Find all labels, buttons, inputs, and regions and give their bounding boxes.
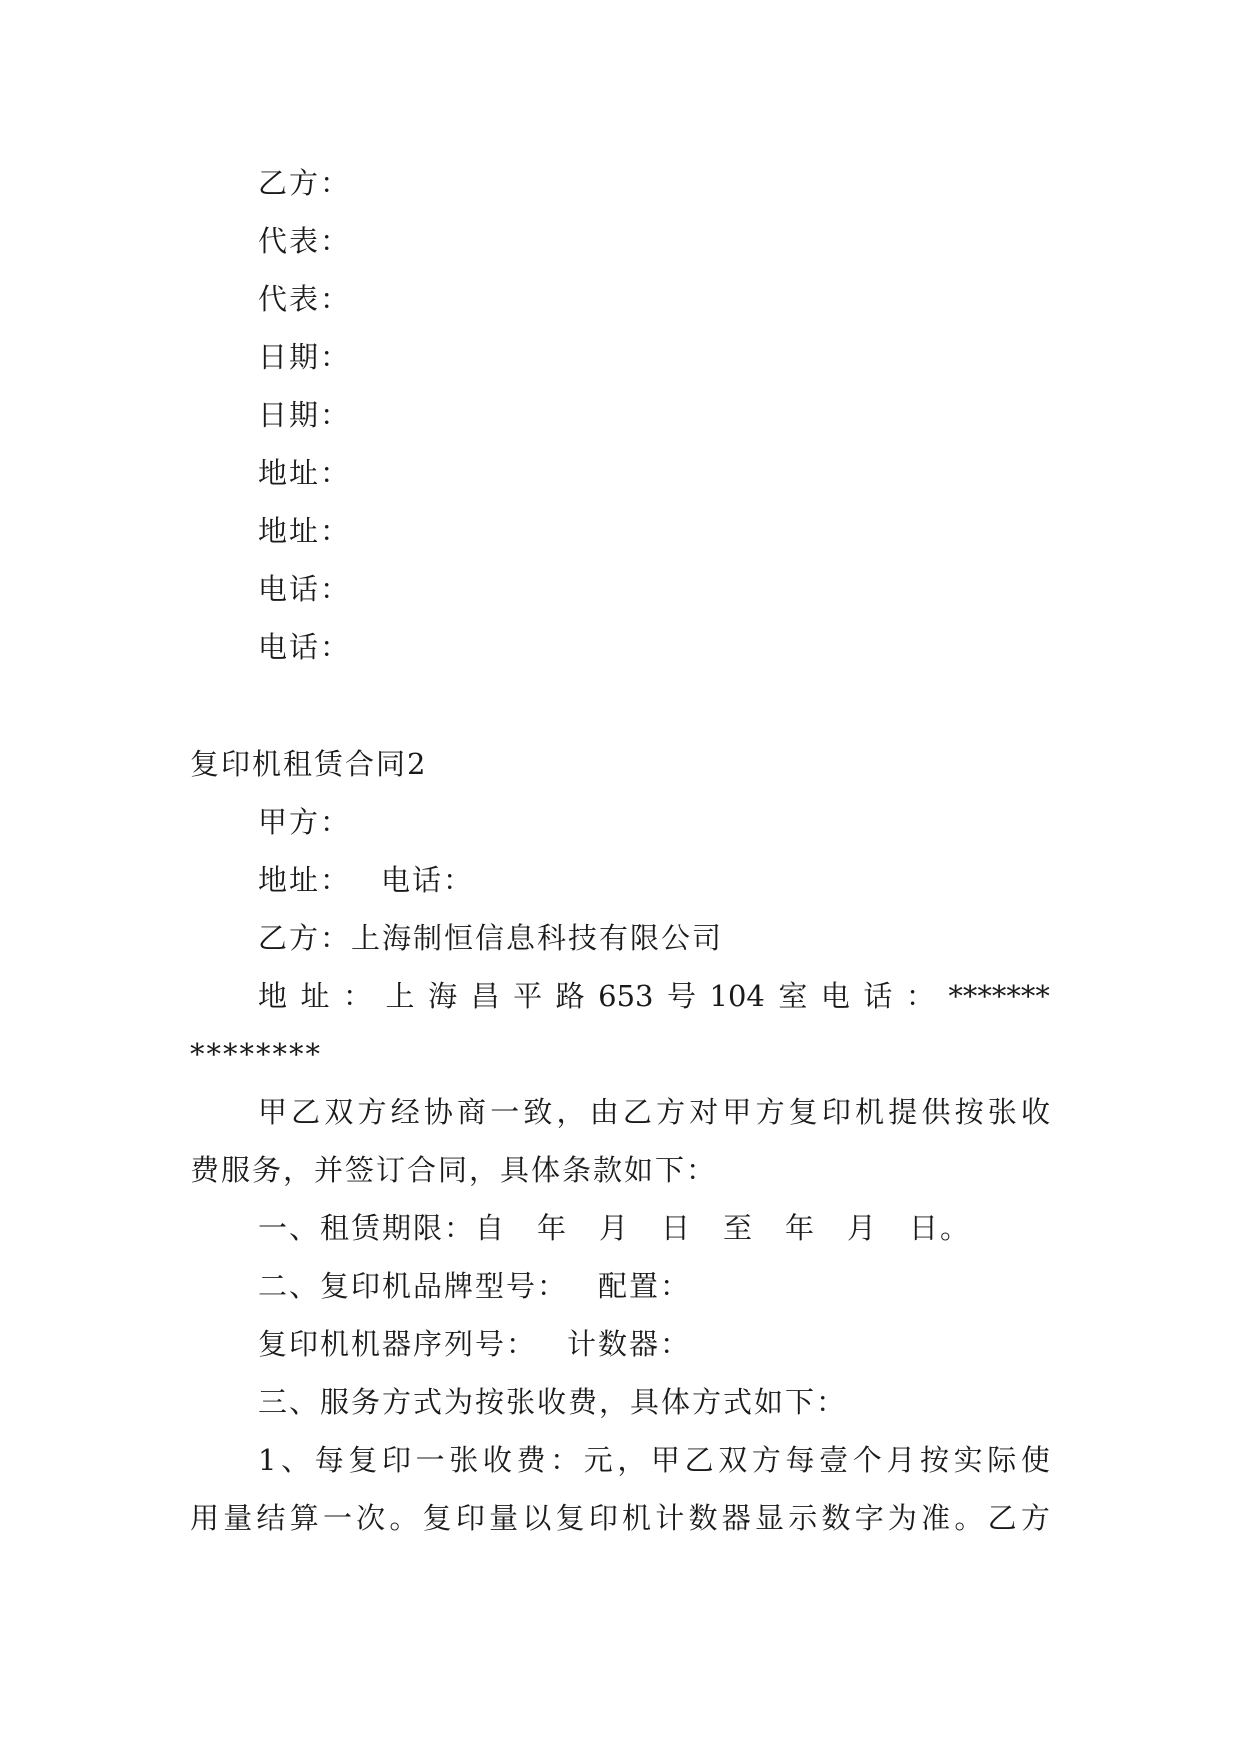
- address-label-2: 地址：: [258, 514, 352, 548]
- fee-token: 壹: [819, 1443, 849, 1477]
- fee-token: 数: [821, 1501, 851, 1535]
- intro-token: 经: [390, 1095, 420, 1129]
- fee-token: 算: [289, 1501, 319, 1535]
- date-label-1: 日期：: [258, 340, 352, 374]
- intro-token: 甲: [722, 1095, 752, 1129]
- date-label-2: 日期：: [258, 398, 352, 432]
- party-a-phone-label: 电话：: [381, 863, 475, 897]
- party-a-address-label: 地址：: [258, 863, 352, 897]
- fee-token: 实: [953, 1443, 983, 1477]
- fee-token: 乙: [987, 1501, 1017, 1535]
- fee-token: 为: [887, 1501, 917, 1535]
- fee-token: 用: [190, 1501, 220, 1535]
- fee-token: 张: [449, 1443, 479, 1477]
- fee-token: 方: [751, 1443, 781, 1477]
- fee-token: 印: [381, 1443, 411, 1477]
- brand-model-label: 二、复印机品牌型号：: [258, 1269, 569, 1303]
- fee-token: 际: [987, 1443, 1017, 1477]
- fee-token: 一: [322, 1501, 352, 1535]
- address-token: 话: [863, 979, 893, 1013]
- fee-item-line-1: [258, 1442, 1050, 1478]
- fee-token: 量: [489, 1501, 519, 1535]
- fee-token: 印: [588, 1501, 618, 1535]
- fee-token: ，: [617, 1443, 647, 1477]
- intro-token: 印: [821, 1095, 851, 1129]
- intro-paragraph-line-1: [258, 1094, 1050, 1130]
- fee-token: 准: [921, 1501, 951, 1535]
- address-token: 海: [428, 979, 458, 1013]
- fee-token: ：: [550, 1443, 580, 1477]
- intro-token: 收: [1020, 1095, 1050, 1129]
- phone-label-2: 电话：: [258, 630, 352, 664]
- address-label-1: 地址：: [258, 456, 352, 490]
- intro-token: 张: [987, 1095, 1017, 1129]
- fee-token: 次: [356, 1501, 386, 1535]
- brand-model-clause: [258, 1268, 691, 1304]
- address-token: 电: [820, 979, 850, 1013]
- fee-token: 复: [555, 1501, 585, 1535]
- intro-token: 协: [423, 1095, 453, 1129]
- fee-token: 方: [1020, 1501, 1050, 1535]
- fee-token: 按: [919, 1443, 949, 1477]
- fee-token: 器: [721, 1501, 751, 1535]
- fee-token: 费: [516, 1443, 546, 1477]
- address-token: 地: [258, 979, 288, 1013]
- intro-token: 方: [755, 1095, 785, 1129]
- address-token: ：: [905, 979, 935, 1013]
- fee-token: 计: [655, 1501, 685, 1535]
- address-token: 104: [709, 979, 765, 1013]
- representative-label-2: 代表：: [258, 282, 352, 316]
- address-token: 室: [778, 979, 808, 1013]
- intro-token: 按: [954, 1095, 984, 1129]
- fee-token: 量: [223, 1501, 253, 1535]
- fee-token: 结: [256, 1501, 286, 1535]
- fee-token: 。: [389, 1501, 419, 1535]
- address-token: 路: [555, 979, 585, 1013]
- fee-token: 。: [954, 1501, 984, 1535]
- party-b-address-line: [258, 978, 1050, 1014]
- party-a-label: 甲方：: [258, 805, 352, 839]
- serial-counter-line: [258, 1326, 691, 1362]
- counter-label: 计数器：: [567, 1327, 692, 1361]
- intro-token: 供: [921, 1095, 951, 1129]
- party-b-label: 乙方：: [258, 166, 352, 200]
- address-token: 653: [598, 979, 654, 1013]
- intro-token: 商: [457, 1095, 487, 1129]
- representative-label-1: 代表：: [258, 224, 352, 258]
- intro-token: 方: [656, 1095, 686, 1129]
- fee-token: 甲: [650, 1443, 680, 1477]
- fee-token: 数: [688, 1501, 718, 1535]
- fee-token: 月: [886, 1443, 916, 1477]
- intro-token: 提: [888, 1095, 918, 1129]
- fee-token: 机: [622, 1501, 652, 1535]
- intro-token: 致: [523, 1095, 553, 1129]
- intro-token: 乙: [622, 1095, 652, 1129]
- fee-token: 每: [785, 1443, 815, 1477]
- intro-token: 乙: [291, 1095, 321, 1129]
- fee-token: 元: [583, 1443, 613, 1477]
- intro-token: 复: [788, 1095, 818, 1129]
- party-a-contact: [258, 862, 474, 898]
- fee-token: 复: [348, 1443, 378, 1477]
- intro-token: 一: [490, 1095, 520, 1129]
- address-token: *******: [948, 979, 1050, 1013]
- fee-token: 双: [718, 1443, 748, 1477]
- party-b-phone-continuation: ********: [190, 1037, 322, 1071]
- contract-title: 复印机租赁合同2: [190, 747, 428, 781]
- intro-token: 机: [855, 1095, 885, 1129]
- address-token: 上: [385, 979, 415, 1013]
- fee-token: 显: [754, 1501, 784, 1535]
- fee-token: 复: [422, 1501, 452, 1535]
- intro-paragraph-line-2: 费服务，并签订合同，具体条款如下：: [190, 1153, 718, 1187]
- address-token: 址: [300, 979, 330, 1013]
- intro-token: ，: [556, 1095, 586, 1129]
- fee-token: 以: [522, 1501, 552, 1535]
- fee-item-line-2: [190, 1500, 1050, 1536]
- intro-token: 甲: [258, 1095, 288, 1129]
- fee-token: 印: [455, 1501, 485, 1535]
- fee-token: 一: [415, 1443, 445, 1477]
- fee-token: 字: [854, 1501, 884, 1535]
- service-method-clause: 三、服务方式为按张收费，具体方式如下：: [258, 1385, 848, 1419]
- intro-token: 由: [589, 1095, 619, 1129]
- intro-token: 双: [324, 1095, 354, 1129]
- fee-token: 使: [1020, 1443, 1050, 1477]
- intro-token: 方: [357, 1095, 387, 1129]
- fee-token: 收: [482, 1443, 512, 1477]
- address-token: ：: [343, 979, 373, 1013]
- fee-token: 1: [258, 1443, 277, 1477]
- fee-token: 示: [788, 1501, 818, 1535]
- fee-token: 每: [314, 1443, 344, 1477]
- config-label: 配置：: [598, 1269, 692, 1303]
- address-token: 昌: [470, 979, 500, 1013]
- party-b-company: 乙方：上海制恒信息科技有限公司: [258, 921, 724, 955]
- fee-token: 乙: [684, 1443, 714, 1477]
- lease-term-clause: 一、租赁期限：自 年 月 日 至 年 月 日。: [258, 1211, 972, 1245]
- phone-label-1: 电话：: [258, 572, 352, 606]
- address-token: 平: [513, 979, 543, 1013]
- address-token: 号: [666, 979, 696, 1013]
- intro-token: 对: [689, 1095, 719, 1129]
- fee-token: 、: [281, 1443, 311, 1477]
- fee-token: 个: [852, 1443, 882, 1477]
- serial-number-label: 复印机机器序列号：: [258, 1327, 538, 1361]
